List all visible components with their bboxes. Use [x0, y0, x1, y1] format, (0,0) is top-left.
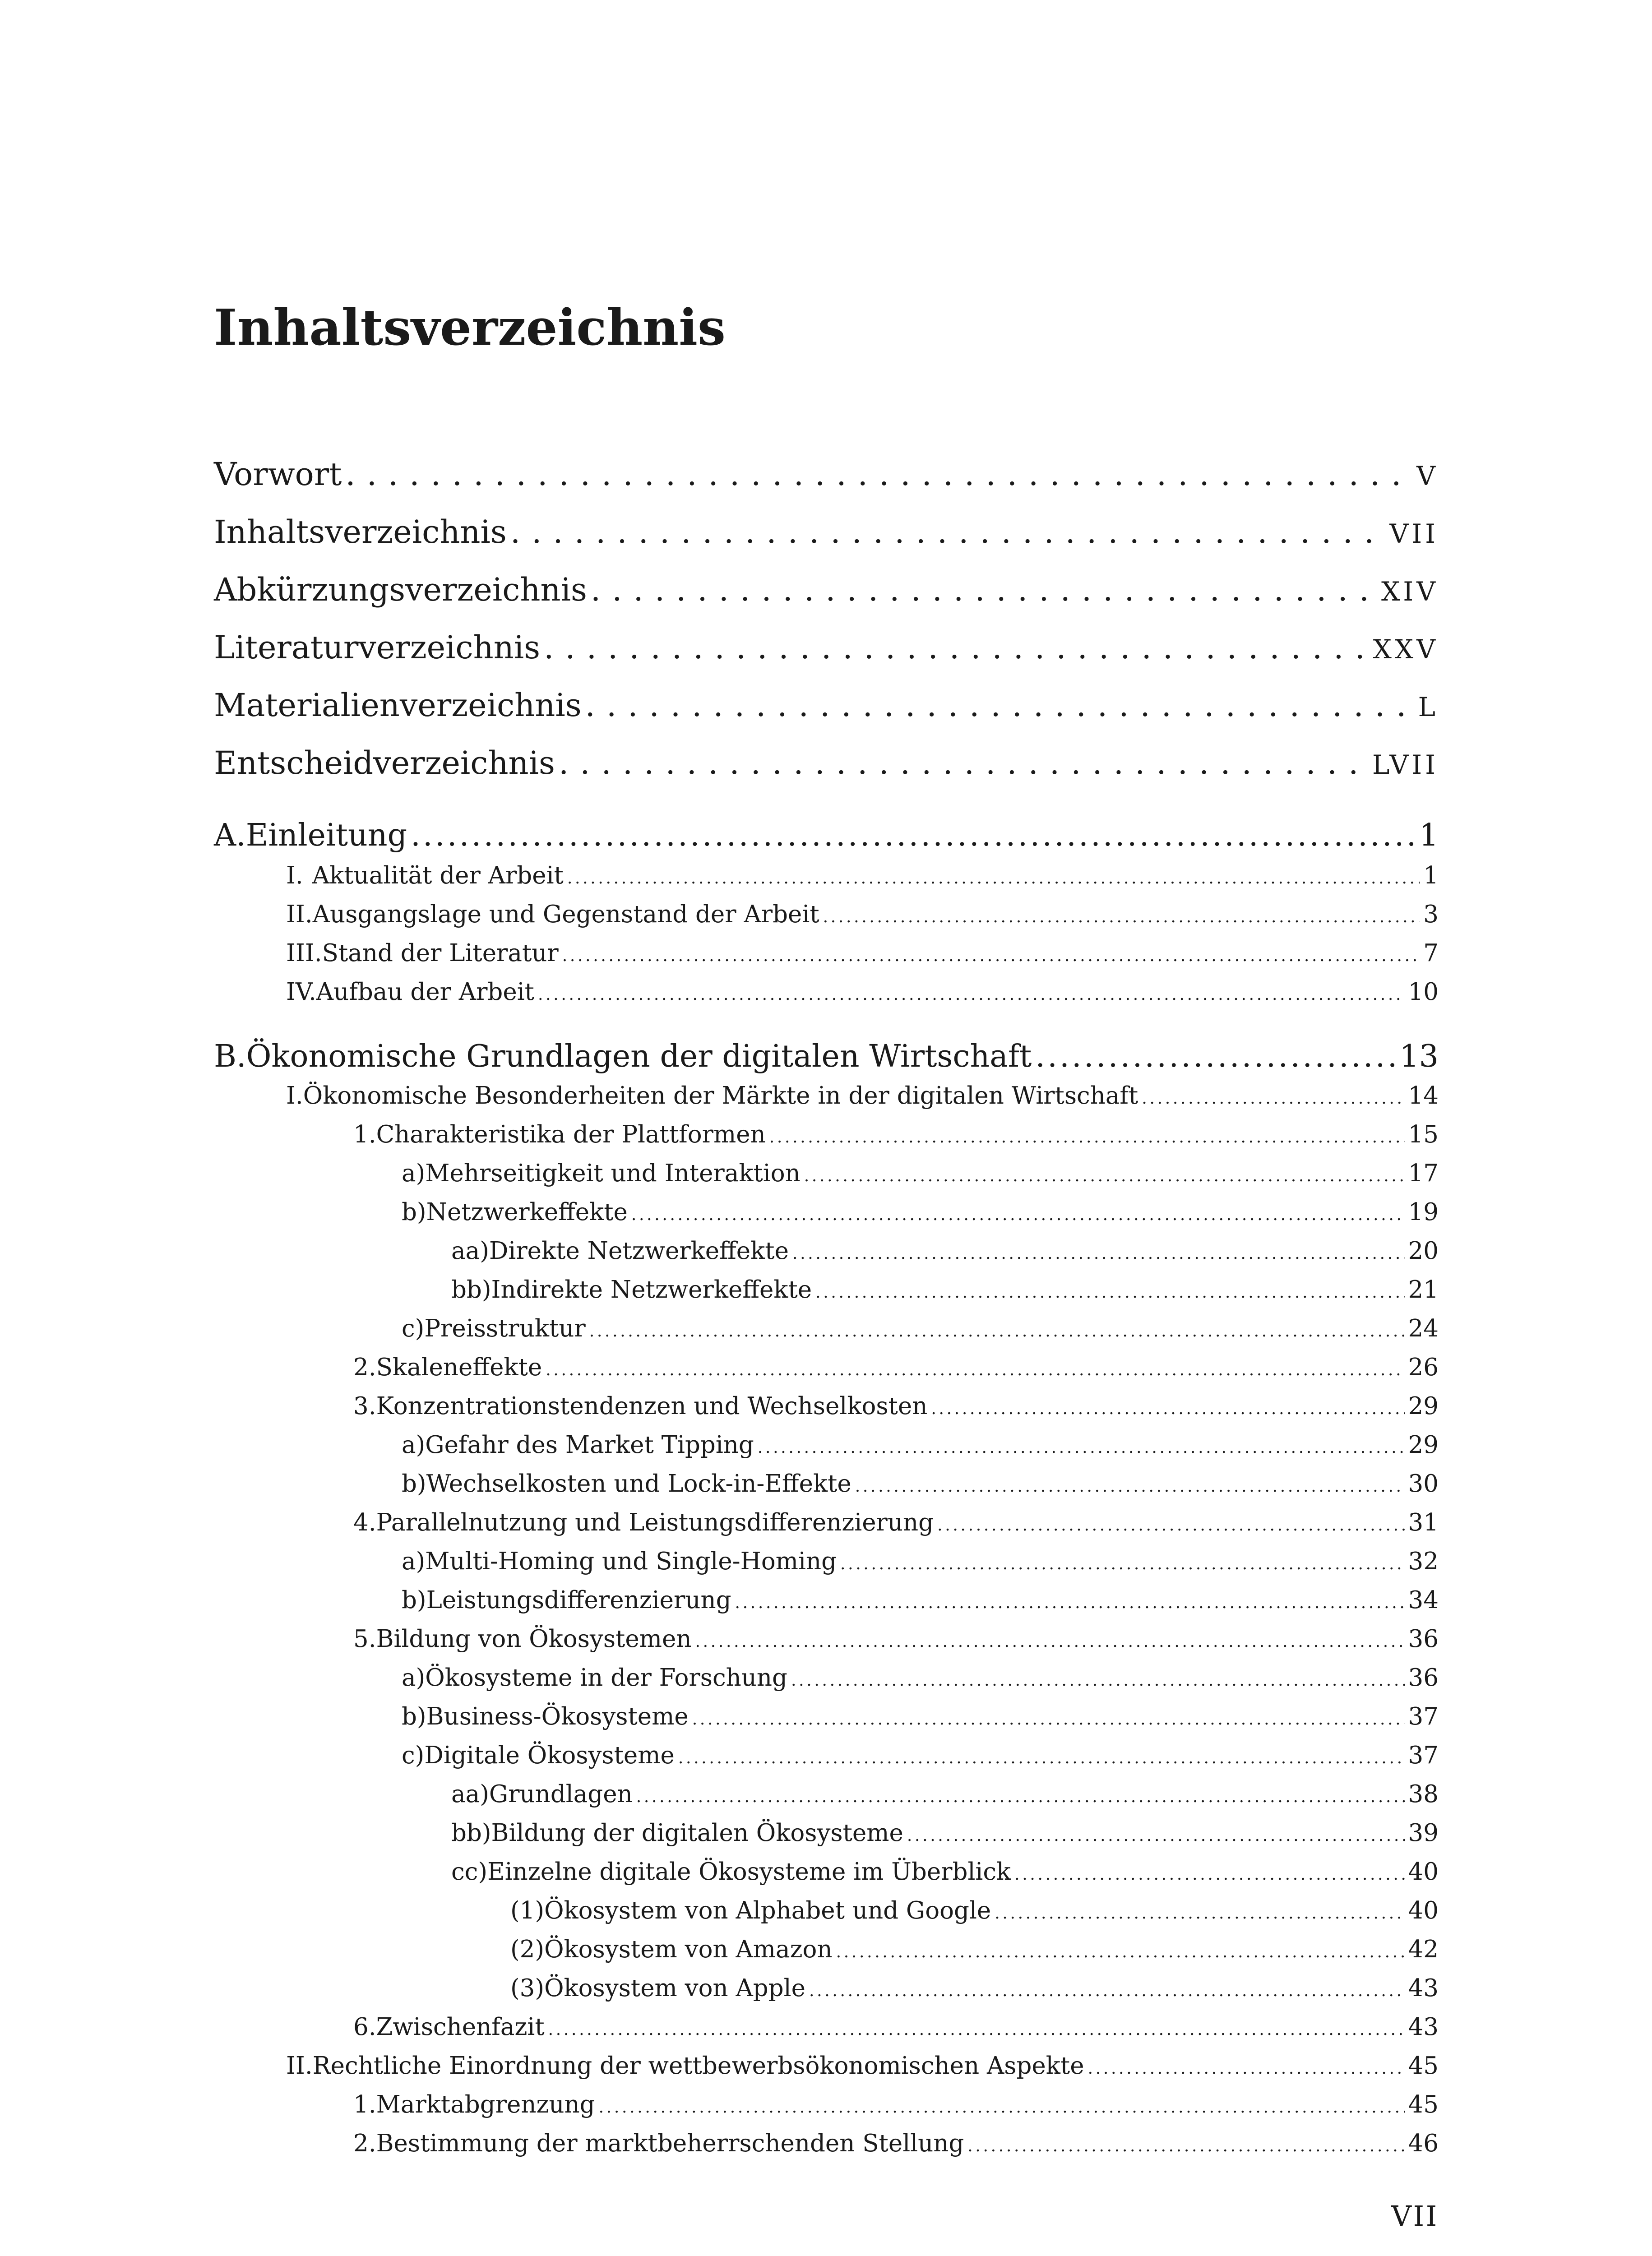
- toc-entry-page: 43: [1408, 1974, 1439, 2002]
- toc-entry-label: Marktabgrenzung: [376, 2091, 595, 2118]
- toc-entry[interactable]: [286, 1082, 1439, 1118]
- toc-entry[interactable]: [353, 2013, 1439, 2049]
- toc-entry[interactable]: [510, 1936, 1439, 1972]
- toc-entry-number: III.: [286, 939, 322, 967]
- toc-entry-label: Bestimmung der marktbeherrschenden Stellung: [376, 2130, 964, 2157]
- toc-entry-label: Materialienverzeichnis: [214, 687, 582, 724]
- toc-entry-label: Parallelnutzung und Leistungsdifferenzierung: [376, 1509, 934, 1536]
- toc-leader-dots: [931, 1392, 1404, 1420]
- toc-leader-dots: [695, 1625, 1404, 1653]
- toc-leader-dots: [1035, 1039, 1396, 1074]
- toc-entry-number: bb): [451, 1819, 491, 1847]
- toc-leader-dots: [411, 818, 1416, 853]
- toc-entry-label: Indirekte Netzwerkeffekte: [491, 1276, 812, 1304]
- toc-entry[interactable]: [286, 862, 1439, 898]
- toc-entry-page: VII: [1389, 518, 1439, 549]
- toc-entry-page: 20: [1408, 1237, 1439, 1265]
- toc-leader-dots: [678, 1742, 1405, 1769]
- toc-leader-dots: [815, 1276, 1404, 1304]
- toc-entry-page: 30: [1408, 1470, 1439, 1498]
- toc-entry-number: 1.: [353, 2091, 376, 2118]
- toc-entry-front[interactable]: [214, 513, 1439, 559]
- toc-entry-page: 21: [1408, 1276, 1439, 1304]
- toc-entry-label: Ökosystem von Amazon: [544, 1936, 833, 1963]
- toc-entry-label: Aktualität der Arbeit: [312, 862, 564, 889]
- toc-entry-number: b): [402, 1198, 426, 1226]
- toc-entry-label: Vorwort: [214, 456, 342, 493]
- toc-leader-dots: [567, 862, 1420, 889]
- toc-entry-number: aa): [451, 1237, 489, 1265]
- toc-leader-dots: [809, 1974, 1405, 2002]
- toc-entry[interactable]: [353, 1354, 1439, 1390]
- toc-entry-page: 1: [1423, 862, 1439, 889]
- toc-leader-dots: [559, 744, 1369, 781]
- toc-entry[interactable]: [353, 1625, 1439, 1661]
- toc-entry-number: 5.: [353, 1625, 376, 1653]
- toc-entry-label: Skaleneffekte: [376, 1354, 542, 1381]
- toc-entry-page: 24: [1408, 1315, 1439, 1342]
- toc-entry-number: a): [402, 1160, 426, 1187]
- toc-entry-page: XXV: [1373, 634, 1439, 665]
- toc-leader-dots: [1142, 1082, 1404, 1110]
- toc-entry-number: 2.: [353, 2130, 376, 2157]
- toc-entry-number: (3): [510, 1974, 545, 2002]
- toc-entry-page: 10: [1408, 978, 1439, 1006]
- toc-entry[interactable]: [402, 1664, 1439, 1700]
- toc-entry-label: Preisstruktur: [424, 1315, 586, 1342]
- toc-entry-number: IV.: [286, 978, 316, 1006]
- toc-entry-label: Ökosystem von Apple: [544, 1974, 805, 2002]
- toc-entry-page: 40: [1408, 1858, 1439, 1886]
- toc-entry-number: II.: [286, 901, 313, 928]
- toc-entry-page: 46: [1408, 2130, 1439, 2157]
- toc-entry[interactable]: [402, 1431, 1439, 1467]
- toc-entry-label: Entscheidverzeichnis: [214, 744, 555, 781]
- toc-entry[interactable]: [286, 978, 1439, 1014]
- toc-entry-page: 15: [1408, 1121, 1439, 1148]
- toc-chapter-b[interactable]: [214, 1039, 1439, 1082]
- toc-entry-label: Mehrseitigkeit und Interaktion: [425, 1160, 801, 1187]
- toc-entry-page: 19: [1408, 1198, 1439, 1226]
- toc-leader-dots: [792, 1237, 1405, 1265]
- toc-leader-dots: [692, 1703, 1405, 1730]
- toc-entry-page: 43: [1408, 2013, 1439, 2041]
- toc-entry-page: 45: [1408, 2052, 1439, 2080]
- toc-leader-dots: [804, 1160, 1405, 1187]
- toc-entry-number: a): [402, 1431, 426, 1459]
- toc-entry-label: Zwischenfazit: [376, 2013, 545, 2041]
- toc-leader-dots: [791, 1664, 1405, 1692]
- toc-entry[interactable]: [353, 1121, 1439, 1157]
- toc-leader-dots: [538, 978, 1405, 1006]
- toc-chapter-a[interactable]: [214, 818, 1439, 860]
- toc-leader-dots: [548, 2013, 1405, 2041]
- toc-entry-number: 2.: [353, 1354, 376, 1381]
- toc-entry-front[interactable]: [214, 456, 1439, 501]
- toc-leader-dots: [995, 1897, 1404, 1924]
- toc-entry-front[interactable]: [214, 571, 1439, 616]
- toc-entry-page: 39: [1408, 1819, 1439, 1847]
- toc-entry[interactable]: [451, 1276, 1439, 1312]
- toc-entry-label: Grundlagen: [489, 1780, 633, 1808]
- toc-leader-dots: [585, 687, 1415, 724]
- toc-entry-number: c): [402, 1742, 425, 1769]
- toc-entry-page: L: [1418, 692, 1439, 722]
- toc-leader-dots: [591, 571, 1378, 608]
- toc-entry-page: 13: [1399, 1039, 1439, 1074]
- toc-entry-front[interactable]: [214, 744, 1439, 790]
- toc-entry-number: A.: [214, 818, 246, 853]
- toc-entry-label: Aufbau der Arbeit: [316, 978, 534, 1006]
- toc-entry-number: a): [402, 1664, 426, 1692]
- toc-entry-page: 29: [1408, 1392, 1439, 1420]
- toc-entry-label: Abkürzungsverzeichnis: [214, 571, 587, 608]
- toc-entry-number: c): [402, 1315, 425, 1342]
- toc-entry-label: Direkte Netzwerkeffekte: [489, 1237, 789, 1265]
- toc-entry-number: b): [402, 1703, 426, 1730]
- toc-entry-page: 36: [1408, 1625, 1439, 1653]
- toc-entry-label: Ökosysteme in der Forschung: [425, 1664, 787, 1692]
- toc-entry[interactable]: [402, 1586, 1439, 1623]
- toc-leader-dots: [937, 1509, 1404, 1536]
- toc-entry[interactable]: [402, 1703, 1439, 1739]
- toc-leader-dots: [735, 1586, 1405, 1614]
- toc-entry[interactable]: [451, 1858, 1439, 1894]
- toc-entry-page: 7: [1423, 939, 1439, 967]
- toc-entry-number: 4.: [353, 1509, 376, 1536]
- toc-entry[interactable]: [353, 1509, 1439, 1545]
- toc-leader-dots: [836, 1936, 1405, 1963]
- toc-entry-number: (1): [510, 1897, 545, 1924]
- toc-leader-dots: [544, 629, 1370, 666]
- toc-entry-page: LVII: [1372, 749, 1439, 780]
- toc-leader-dots: [823, 901, 1420, 928]
- toc-leader-dots: [967, 2130, 1404, 2157]
- toc-entry[interactable]: [402, 1315, 1439, 1351]
- toc-entry-page: 32: [1408, 1548, 1439, 1575]
- toc-entry[interactable]: [451, 1780, 1439, 1817]
- toc-entry-page: 40: [1408, 1897, 1439, 1924]
- toc-entry-front[interactable]: [214, 629, 1439, 674]
- toc-entry-page: 1: [1419, 818, 1439, 853]
- toc-entry-label: Charakteristika der Plattformen: [376, 1121, 766, 1148]
- toc-leader-dots: [769, 1121, 1405, 1148]
- toc-entry[interactable]: [402, 1470, 1439, 1506]
- toc-entry-number: a): [402, 1548, 426, 1575]
- toc-entry[interactable]: [451, 1237, 1439, 1273]
- toc-leader-dots: [636, 1780, 1405, 1808]
- toc-entry-label: Ökosystem von Alphabet und Google: [544, 1897, 991, 1924]
- toc-leader-dots: [1088, 2052, 1405, 2080]
- toc-entry[interactable]: [286, 2052, 1439, 2088]
- toc-entry-label: Literaturverzeichnis: [214, 629, 541, 666]
- toc-entry[interactable]: [402, 1742, 1439, 1778]
- toc-entry-label: Rechtliche Einordnung der wettbewerbsökonomischen Aspekte: [312, 2052, 1084, 2080]
- toc-entry-label: Einzelne digitale Ökosysteme im Überblick: [487, 1858, 1011, 1886]
- toc-entry-label: Einleitung: [245, 818, 407, 853]
- toc-leader-dots: [907, 1819, 1405, 1847]
- toc-entry[interactable]: [353, 2130, 1439, 2166]
- toc-entry-page: 34: [1408, 1586, 1439, 1614]
- toc-entry-label: Stand der Literatur: [322, 939, 559, 967]
- toc-entry-number: cc): [451, 1858, 488, 1886]
- toc-entry-label: Bildung von Ökosystemen: [376, 1625, 692, 1653]
- toc-leader-dots: [345, 456, 1413, 493]
- toc-entry-page: V: [1416, 461, 1439, 491]
- toc-entry-page: 37: [1408, 1742, 1439, 1769]
- toc-entry-page: 38: [1408, 1780, 1439, 1808]
- toc-entry-label: Digitale Ökosysteme: [424, 1742, 675, 1769]
- toc-entry-number: 3.: [353, 1392, 376, 1420]
- toc-entry-label: Business-Ökosysteme: [426, 1703, 689, 1730]
- toc-entry-label: Wechselkosten und Lock-in-Effekte: [426, 1470, 851, 1498]
- toc-entry-label: Gefahr des Market Tipping: [425, 1431, 754, 1459]
- toc-entry-label: Leistungsdifferenzierung: [426, 1586, 731, 1614]
- toc-entry-number: B.: [214, 1039, 246, 1074]
- page-title: Inhaltsverzeichnis: [214, 298, 726, 356]
- toc-entry[interactable]: [402, 1198, 1439, 1234]
- toc-entry-label: Ökonomische Besonderheiten der Märkte in der digitalen Wirtschaft: [303, 1082, 1138, 1110]
- toc-entry-label: Multi-Homing und Single-Homing: [425, 1548, 837, 1575]
- toc-entry-page: 3: [1423, 901, 1439, 928]
- toc-leader-dots: [1014, 1858, 1404, 1886]
- toc-entry-page: 45: [1408, 2091, 1439, 2118]
- toc-entry[interactable]: [510, 1974, 1439, 2011]
- toc-leader-dots: [855, 1470, 1405, 1498]
- toc-entry-number: I.: [286, 862, 303, 889]
- toc-leader-dots: [840, 1548, 1405, 1575]
- toc-entry[interactable]: [510, 1897, 1439, 1933]
- toc-entry-front[interactable]: [214, 687, 1439, 732]
- toc-leader-dots: [510, 513, 1386, 550]
- toc-entry-number: 1.: [353, 1121, 376, 1148]
- toc-entry[interactable]: [402, 1548, 1439, 1584]
- toc-entry-label: Ökonomische Grundlagen der digitalen Wirtschaft: [246, 1039, 1032, 1074]
- toc-entry-number: II.: [286, 2052, 313, 2080]
- toc-entry[interactable]: [286, 939, 1439, 975]
- toc-entry-page: XIV: [1381, 576, 1439, 607]
- toc-entry[interactable]: [353, 2091, 1439, 2127]
- toc-entry[interactable]: [286, 901, 1439, 937]
- toc-entry-page: 26: [1408, 1354, 1439, 1381]
- toc-leader-dots: [631, 1198, 1405, 1226]
- toc-entry-label: Netzwerkeffekte: [426, 1198, 628, 1226]
- toc-entry[interactable]: [353, 1392, 1439, 1428]
- toc-entry-page: 29: [1408, 1431, 1439, 1459]
- toc-entry-page: 37: [1408, 1703, 1439, 1730]
- toc-leader-dots: [599, 2091, 1405, 2118]
- toc-entry[interactable]: [402, 1160, 1439, 1196]
- toc-entry-page: 14: [1408, 1082, 1439, 1110]
- toc-leader-dots: [546, 1354, 1404, 1381]
- toc-entry-number: (2): [510, 1936, 545, 1963]
- toc-entry-label: Konzentrationstendenzen und Wechselkosten: [376, 1392, 928, 1420]
- toc-entry-label: Inhaltsverzeichnis: [214, 513, 507, 550]
- toc-entry-number: b): [402, 1586, 426, 1614]
- toc-entry-label: Ausgangslage und Gegenstand der Arbeit: [312, 901, 819, 928]
- toc-entry-page: 36: [1408, 1664, 1439, 1692]
- toc-leader-dots: [589, 1315, 1405, 1342]
- toc-leader-dots: [562, 939, 1420, 967]
- toc-entry-number: I.: [286, 1082, 303, 1110]
- toc-entry-number: b): [402, 1470, 426, 1498]
- toc-entry-page: 31: [1408, 1509, 1439, 1536]
- toc-entry-page: 17: [1408, 1160, 1439, 1187]
- toc-entry-label: Bildung der digitalen Ökosysteme: [491, 1819, 903, 1847]
- toc-entry-page: 42: [1408, 1936, 1439, 1963]
- toc-entry-number: 6.: [353, 2013, 376, 2041]
- toc-leader-dots: [758, 1431, 1405, 1459]
- toc-entry-number: aa): [451, 1780, 489, 1808]
- page-number: VII: [1391, 2200, 1439, 2233]
- toc-entry[interactable]: [451, 1819, 1439, 1855]
- toc-entry-number: bb): [451, 1276, 491, 1304]
